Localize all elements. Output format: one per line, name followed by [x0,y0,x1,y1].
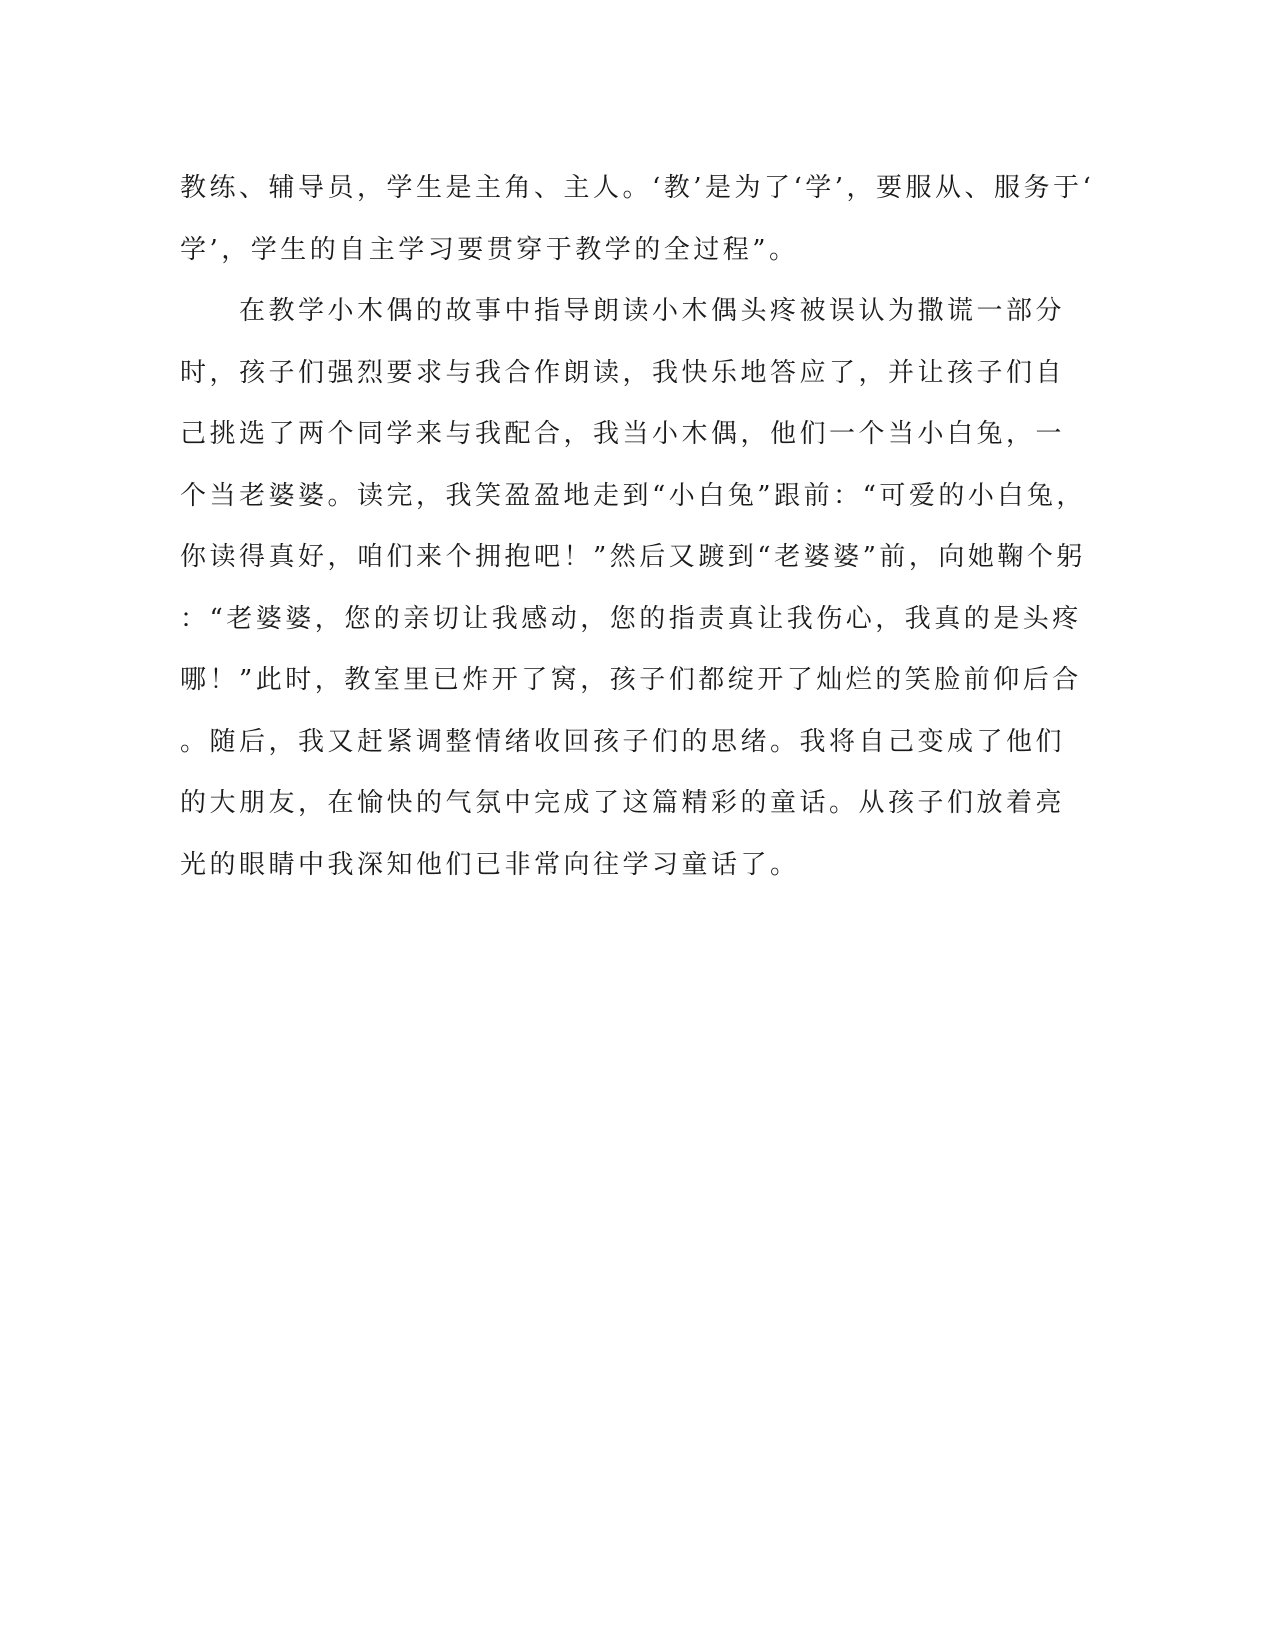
text-line: 时，孩子们强烈要求与我合作朗读，我快乐地答应了，并让孩子们自 [180,357,1066,388]
text-line: ：“老婆婆，您的亲切让我感动，您的指责真让我伤心，我真的是头疼 [180,603,1082,634]
text-line: 的大朋友，在愉快的气氛中完成了这篇精彩的童话。从孩子们放着亮 [180,788,1066,818]
body-text [180,158,1095,896]
text-line: 教练、辅导员，学生是主角、主人。‘教’是为了‘学’，要服从、服务于‘ [180,173,1095,203]
text-line: 个当老婆婆。读完，我笑盈盈地走到“小白兔”跟前：“可爱的小白兔， [180,480,1086,511]
text-line: 你读得真好，咱们来个拥抱吧！”然后又踱到“老婆婆”前，向她鞠个躬 [180,542,1086,572]
text-line: 。随后，我又赶紧调整情绪收回孩子们的思绪。我将自己变成了他们 [180,726,1066,757]
text-line: 光的眼睛中我深知他们已非常向往学习童话了。 [180,849,800,880]
text-line: 在教学小木偶的故事中指导朗读小木偶头疼被误认为撒谎一部分 [180,296,1066,326]
text-line: 哪！”此时，教室里已炸开了窝，孩子们都绽开了灿烂的笑脸前仰后合 [180,665,1082,695]
text-line: 学’，学生的自主学习要贯穿于教学的全过程”。 [180,234,799,265]
text-line: 己挑选了两个同学来与我配合，我当小木偶，他们一个当小白兔，一 [180,419,1066,449]
